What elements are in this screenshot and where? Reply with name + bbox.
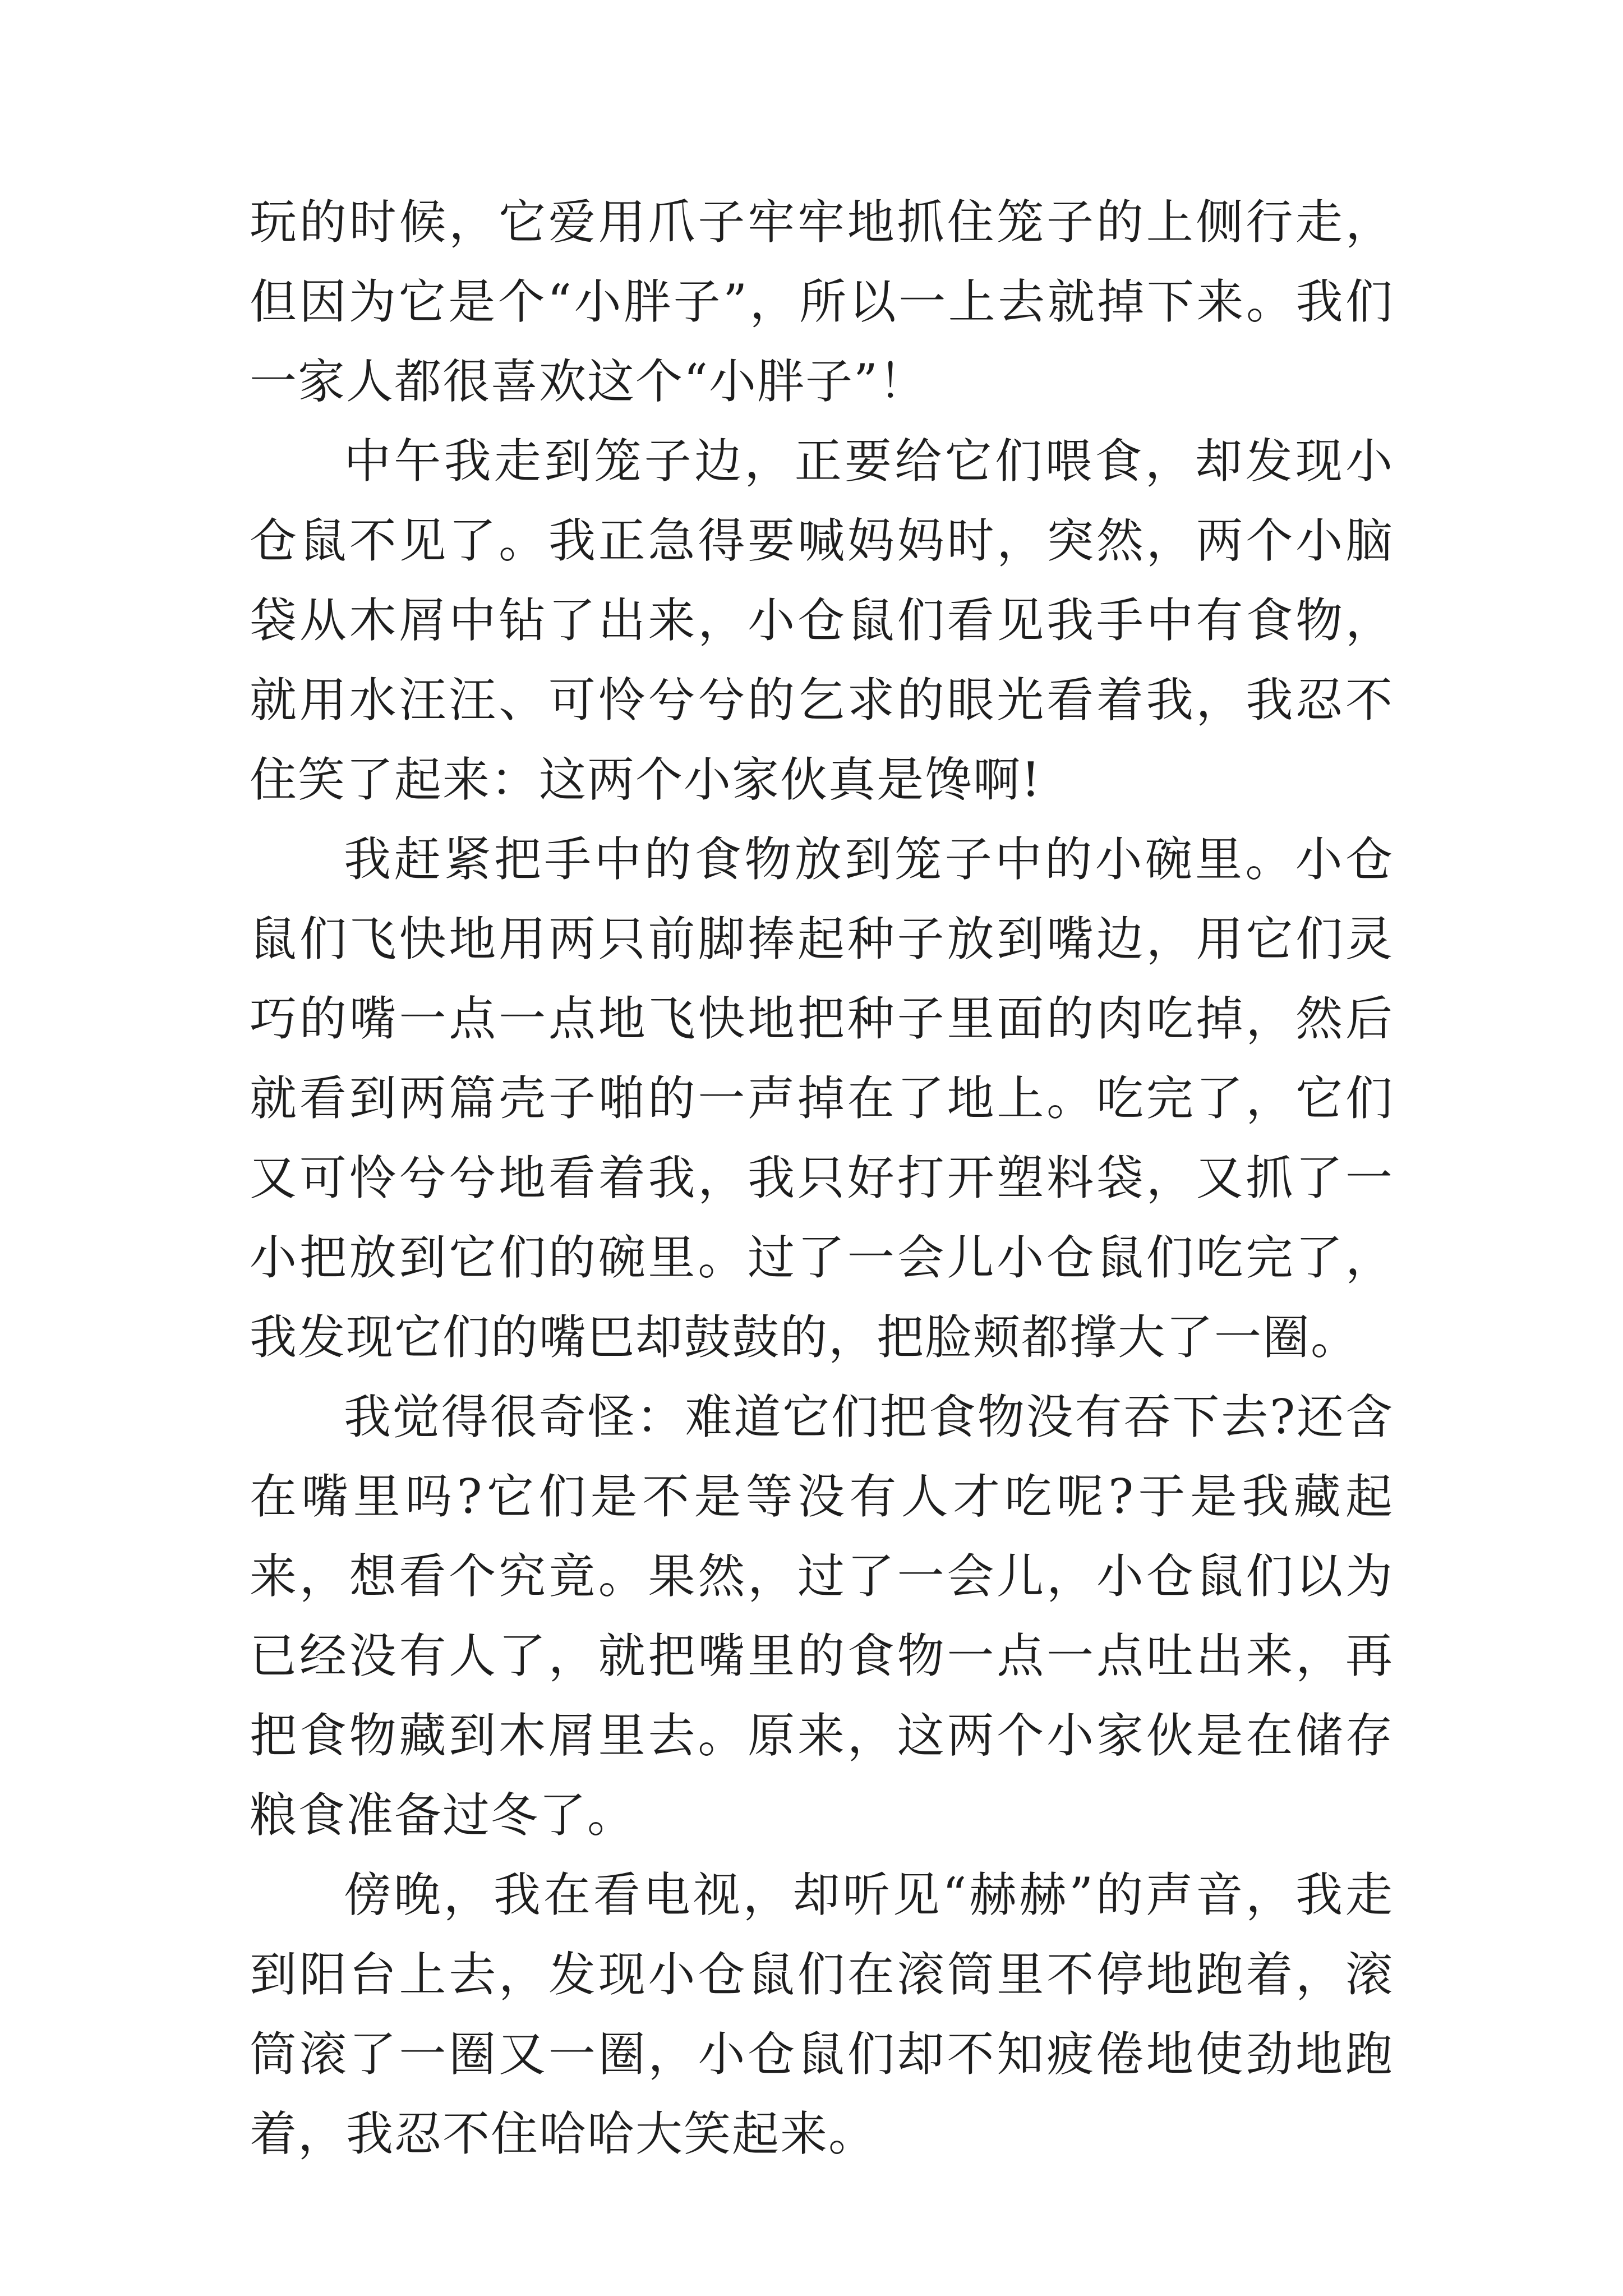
document-body — [250, 182, 1394, 2174]
paragraph-4: 我觉得很奇怪：难道它们把食物没有吞下去?还含在嘴里吗?它们是不是等没有人才吃呢?于是我藏起来，想看个究竟。果然，过了一会儿，小仓鼠们以为已经没有人了，就把嘴里的食物一点一点吐出来，再把食物藏到木屑里去。原来，这两个小家伙是在储存粮食准备过冬了。 — [250, 1389, 1394, 1843]
paragraph-5: 傍晚，我在看电视，却听见“赫赫”的声音，我走到阳台上去，发现小仓鼠们在滚筒里不停地跑着，滚筒滚了一圈又一圈，小仓鼠们却不知疲倦地使劲地跑着，我忍不住哈哈大笑起来。 — [250, 1867, 1394, 2161]
paragraph-1: 玩的时候，它爱用爪子牢牢地抓住笼子的上侧行走，但因为它是个“小胖子”，所以一上去就掉下来。我们一家人都很喜欢这个“小胖子”！ — [250, 195, 1394, 409]
paragraph-2: 中午我走到笼子边，正要给它们喂食，却发现小仓鼠不见了。我正急得要喊妈妈时，突然，两个小脑袋从木屑中钻了出来，小仓鼠们看见我手中有食物，就用水汪汪、可怜兮兮的乞求的眼光看着我，我忍不住笑了起来：这两个小家伙真是馋啊! — [250, 434, 1394, 807]
paragraph-3: 我赶紧把手中的食物放到笼子中的小碗里。小仓鼠们飞快地用两只前脚捧起种子放到嘴边，用它们灵巧的嘴一点一点地飞快地把种子里面的肉吃掉，然后就看到两篇壳子啪的一声掉在了地上。吃完了，它们又可怜兮兮地看着我，我只好打开塑料袋，又抓了一小把放到它们的碗里。过了一会儿小仓鼠们吃完了，我发现它们的嘴巴却鼓鼓的，把脸颊都撑大了一圈。 — [250, 832, 1394, 1365]
